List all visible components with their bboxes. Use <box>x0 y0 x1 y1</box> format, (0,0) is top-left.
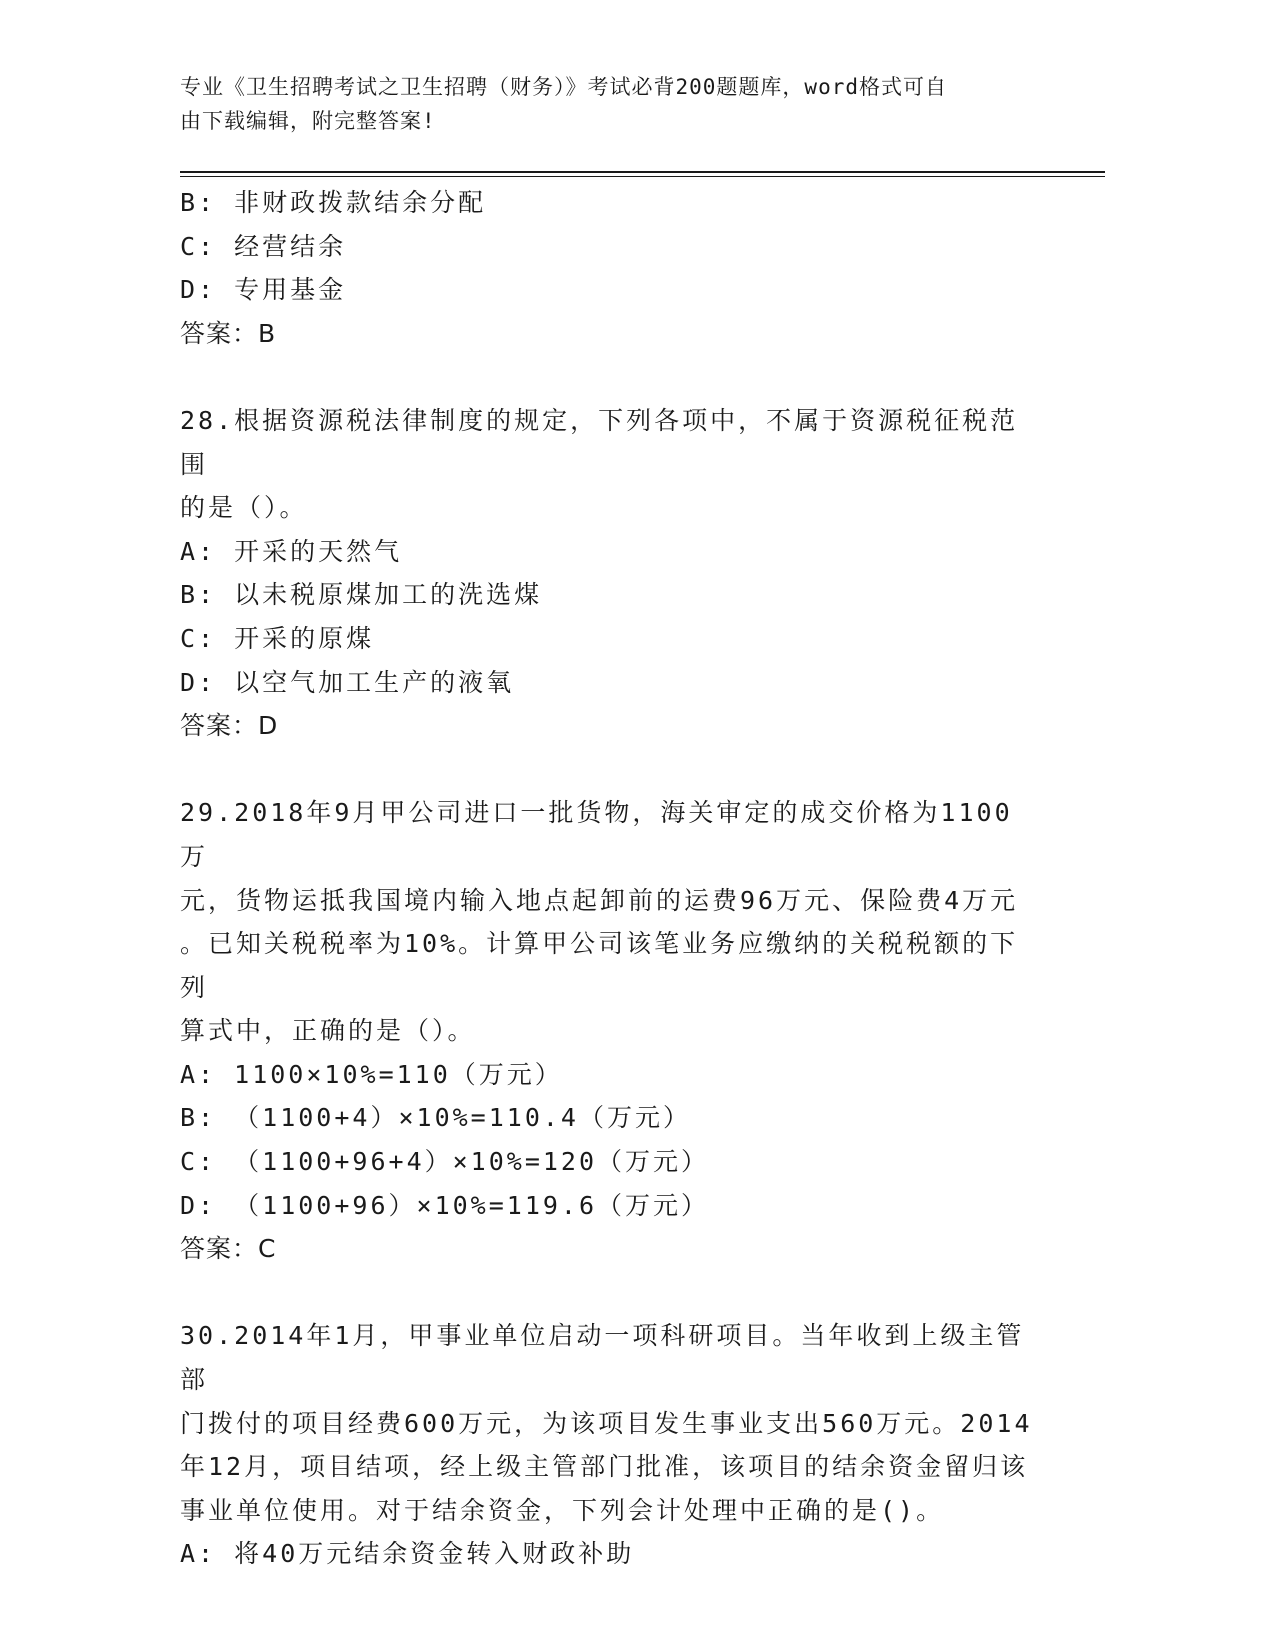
option-c: C: 开采的原煤 <box>180 623 375 653</box>
question-27 <box>180 181 1040 355</box>
spacer <box>180 748 1040 792</box>
header-line: 专业《卫生招聘考试之卫生招聘（财务）》考试必背200题题库，word格式可自 <box>180 75 947 99</box>
spacer <box>180 355 1040 399</box>
option-d: D: 专用基金 <box>180 275 347 305</box>
option-c: C: 经营结余 <box>180 231 347 261</box>
question-list <box>180 181 1040 1576</box>
header-line: 由下载编辑，附完整答案! <box>180 109 436 133</box>
question-28 <box>180 399 1040 748</box>
question-stem: 的是（）。 <box>180 493 308 523</box>
question-stem: 元，货物运抵我国境内输入地点起卸前的运费96万元、保险费4万元 <box>180 885 1019 915</box>
option-d: D: 以空气加工生产的液氧 <box>180 667 515 697</box>
answer: 答案：C <box>180 1234 277 1264</box>
question-stem: 事业单位使用。对于结余资金，下列会计处理中正确的是()。 <box>180 1495 945 1525</box>
question-stem: 28.根据资源税法律制度的规定，下列各项中，不属于资源税征税范围 <box>180 405 1019 479</box>
option-b: B: 非财政拨款结余分配 <box>180 188 487 217</box>
option-d: D: （1100+96）×10%=119.6（万元） <box>180 1190 710 1220</box>
page-header <box>180 70 1040 138</box>
option-b: B: （1100+4）×10%=110.4（万元） <box>180 1103 691 1133</box>
question-stem: 30.2014年1月，甲事业单位启动一项科研项目。当年收到上级主管部 <box>180 1321 1025 1395</box>
spacer <box>180 1271 1040 1315</box>
answer: 答案：B <box>180 318 277 348</box>
question-30 <box>180 1314 1040 1576</box>
option-a: A: 将40万元结余资金转入财政补助 <box>180 1539 635 1569</box>
option-a: A: 1100×10%=110（万元） <box>180 1059 563 1089</box>
question-stem: 年12月，项目结项，经上级主管部门批准，该项目的结余资金留归该 <box>180 1452 1029 1482</box>
header-divider <box>180 171 1105 173</box>
question-stem: 29.2018年9月甲公司进口一批货物，海关审定的成交价格为1100万 <box>180 798 1013 871</box>
question-29 <box>180 791 1040 1271</box>
answer: 答案：D <box>180 711 279 741</box>
question-stem: 门拨付的项目经费600万元，为该项目发生事业支出560万元。2014 <box>180 1408 1033 1438</box>
option-c: C: （1100+96+4）×10%=120（万元） <box>180 1147 710 1177</box>
option-b: B: 以未税原煤加工的洗选煤 <box>180 580 543 610</box>
question-stem: 。已知关税税率为10%。计算甲公司该笔业务应缴纳的关税税额的下列 <box>180 929 1019 1002</box>
option-a: A: 开采的天然气 <box>180 536 403 566</box>
question-stem: 算式中，正确的是（）。 <box>180 1016 476 1046</box>
header-divider-thin <box>180 176 1105 177</box>
